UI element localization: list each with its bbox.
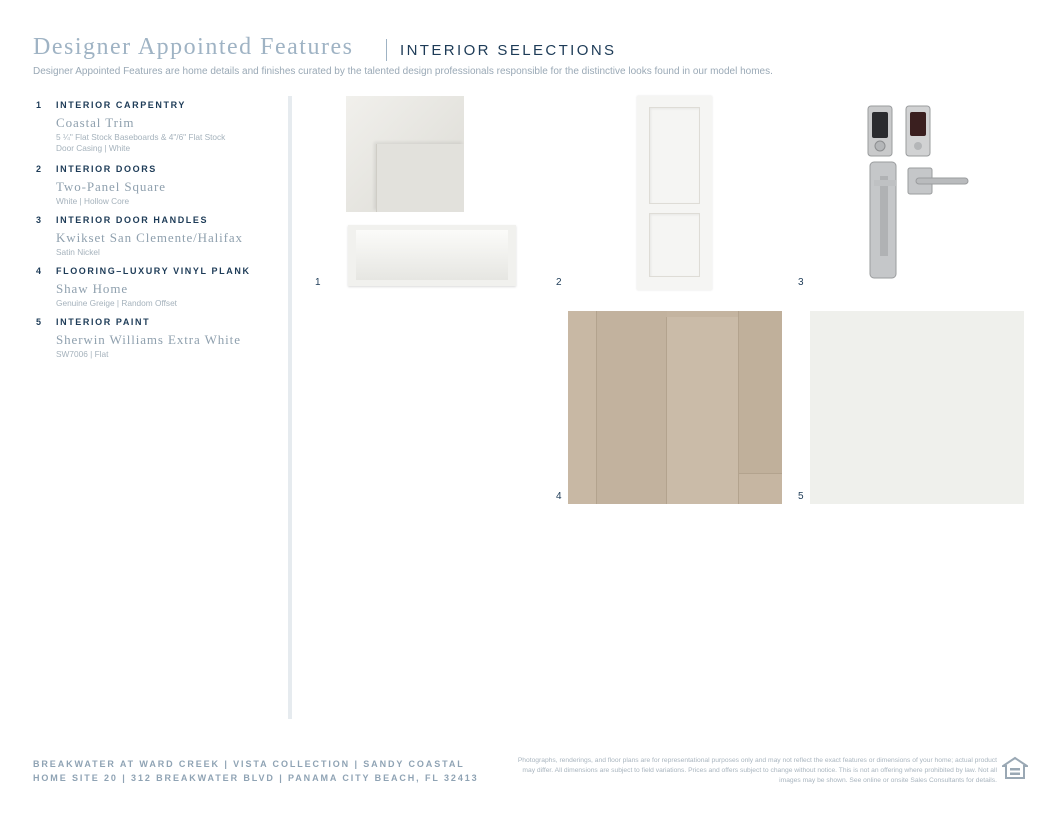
selection-detail: Door Casing | White [56,143,131,153]
page-title: Designer Appointed Features [33,34,354,60]
selection-item-interior-carpentry [36,100,281,154]
image-label-4: 4 [556,491,562,502]
trim-corner-image [346,96,464,212]
paint-swatch-image [810,311,1024,504]
image-label-3: 3 [798,277,804,288]
selection-category: FLOORING–LUXURY VINYL PLANK [56,266,251,276]
selection-category: INTERIOR PAINT [56,317,151,327]
selection-detail: Genuine Greige | Random Offset [56,298,177,308]
selection-item-flooring [36,266,281,309]
footer-community-line: BREAKWATER AT WARD CREEK | VISTA COLLECTION | SANDY COASTAL [33,759,465,769]
selection-name: Coastal Trim [56,115,135,130]
equal-housing-opportunity-icon [1002,756,1028,782]
selection-number: 3 [36,215,43,225]
column-divider [288,96,292,719]
baseboard-image [348,225,516,286]
selection-detail: White | Hollow Core [56,196,130,206]
selection-number: 5 [36,317,43,327]
selection-category: INTERIOR DOORS [56,164,157,174]
selection-number: 1 [36,100,43,110]
selection-detail: SW7006 | Flat [56,349,109,359]
selection-number: 4 [36,266,43,276]
selection-detail: 5 ¼" Flat Stock Baseboards & 4"/6" Flat Stock [56,132,226,142]
door-hardware-icon [866,104,976,282]
selection-number: 2 [36,164,43,174]
page-description: Designer Appointed Features are home details and finishes curated by the talented design professionals responsible for the distinctive looks found in our model homes. [33,66,773,77]
selection-item-interior-door-handles [36,215,281,258]
selection-item-interior-paint [36,317,281,360]
selection-category: INTERIOR CARPENTRY [56,100,186,110]
selection-name: Shaw Home [56,281,129,296]
selection-detail: Satin Nickel [56,247,100,257]
image-label-1: 1 [315,277,321,288]
footer-address-line: HOME SITE 20 | 312 BREAKWATER BLVD | PANAMA CITY BEACH, FL 32413 [33,773,479,783]
page-subtitle: INTERIOR SELECTIONS [400,42,617,59]
image-label-2: 2 [556,277,562,288]
image-label-5: 5 [798,491,804,502]
footer-disclaimer: Photographs, renderings, and floor plans are for representational purposes only and may not reflect the exact features or dimensions of your home; actual product may differ. All dimensions are subject to field variations. Prices and offers subject to change without notice. This is not an offering where prohibited by law. Not all images may be shown. See online or onsite Sales Consultants for details. [517,757,997,784]
two-panel-door-image [637,96,712,290]
door-handle-image [866,104,976,282]
selection-item-interior-doors [36,164,281,207]
vinyl-plank-image [568,311,782,504]
selection-name: Sherwin Williams Extra White [56,332,241,347]
selection-name: Two-Panel Square [56,179,166,194]
title-separator [386,39,387,61]
selection-name: Kwikset San Clemente/Halifax [56,230,243,245]
selection-category: INTERIOR DOOR HANDLES [56,215,209,225]
